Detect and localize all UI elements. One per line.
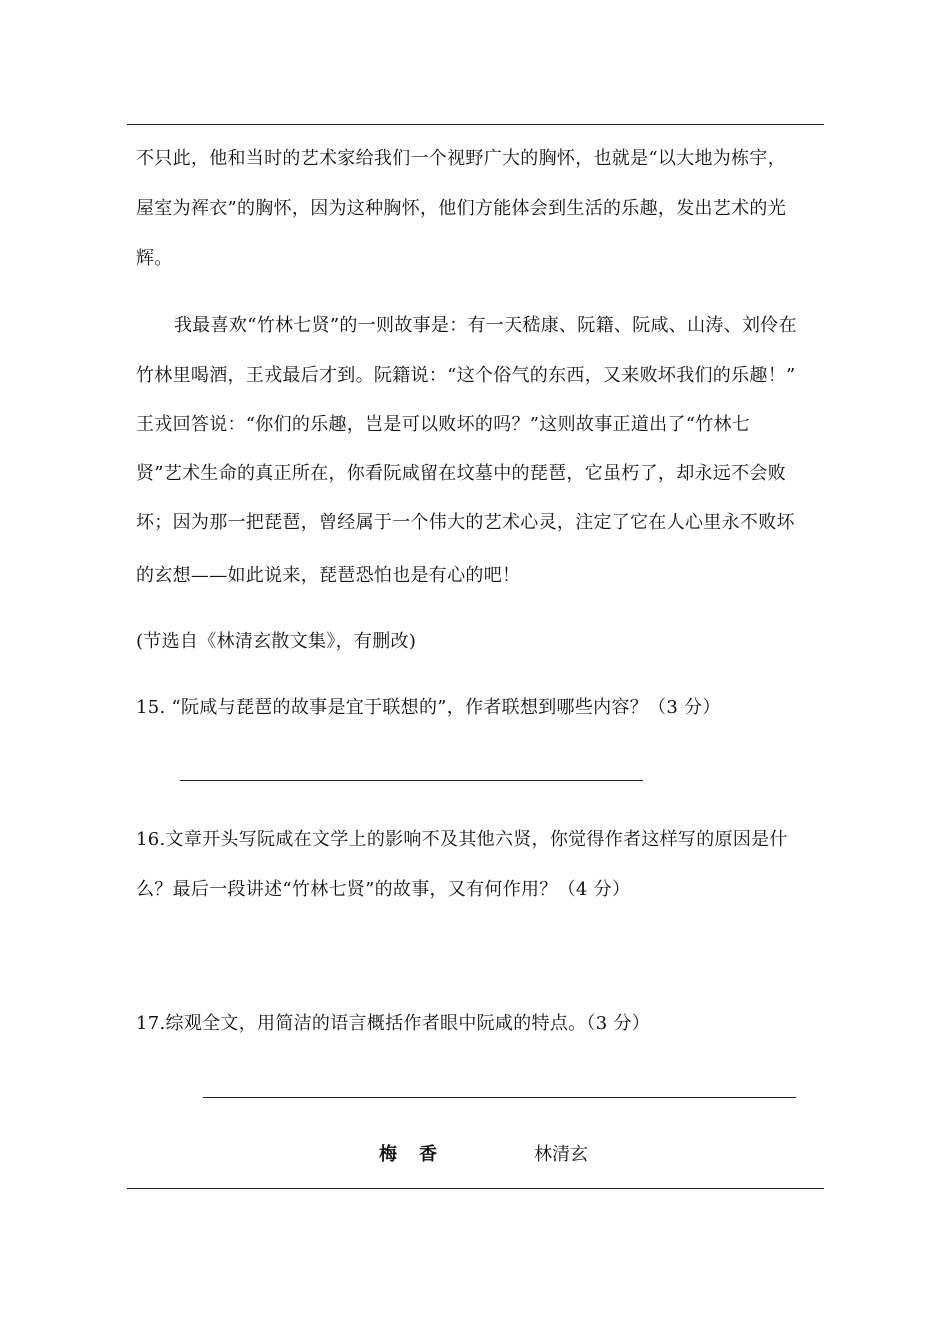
text-line: 竹林里喝酒，王戎最后才到。阮籍说：“这个俗气的东西，又来败坏我们的乐趣！” bbox=[136, 365, 796, 386]
article-title: 梅香 bbox=[379, 1144, 459, 1165]
question-15: 15. “阮咸与琵琶的故事是宜于联想的”，作者联想到哪些内容？（3 分） bbox=[136, 697, 721, 718]
text-line: 辉。 bbox=[136, 248, 173, 269]
text-line: 贤”艺术生命的真正所在，你看阮咸留在坟墓中的琵琶，它虽朽了，却永远不会败 bbox=[136, 463, 786, 484]
source-note: (节选自《林清玄散文集》，有删改) bbox=[136, 631, 417, 652]
text-line: 我最喜欢“竹林七贤”的一则故事是：有一天嵇康、阮籍、阮咸、山涛、刘伶在 bbox=[174, 315, 797, 336]
header-rule bbox=[127, 124, 824, 125]
text-line: 王戎回答说：“你们的乐趣，岂是可以败坏的吗？”这则故事正道出了“竹林七 bbox=[136, 414, 751, 435]
text-line: 屋室为裈衣”的胸怀，因为这种胸怀，他们方能体会到生活的乐趣，发出艺术的光 bbox=[136, 198, 786, 219]
footer-rule bbox=[127, 1188, 824, 1189]
answer-line-17[interactable] bbox=[203, 1097, 796, 1098]
text-line: 坏；因为那一把琵琶，曾经属于一个伟大的艺术心灵，注定了它在人心里永不败坏 bbox=[136, 512, 795, 533]
question-17: 17.综观全文，用简洁的语言概括作者眼中阮咸的特点。（3 分） bbox=[136, 1013, 651, 1034]
text-line: 16.文章开头写阮咸在文学上的影响不及其他六贤，你觉得作者这样写的原因是什 bbox=[136, 829, 788, 850]
text-line: 不只此，他和当时的艺术家给我们一个视野广大的胸怀，也就是“以大地为栋宇， bbox=[136, 148, 786, 169]
text-line: 么？最后一段讲述“竹林七贤”的故事，又有何作用？（4 分） bbox=[136, 879, 631, 900]
text-line: 的玄想——如此说来，琵琶恐怕也是有心的吧！ bbox=[136, 565, 521, 586]
answer-line-15[interactable] bbox=[180, 780, 643, 781]
article-author: 林清玄 bbox=[534, 1144, 588, 1165]
